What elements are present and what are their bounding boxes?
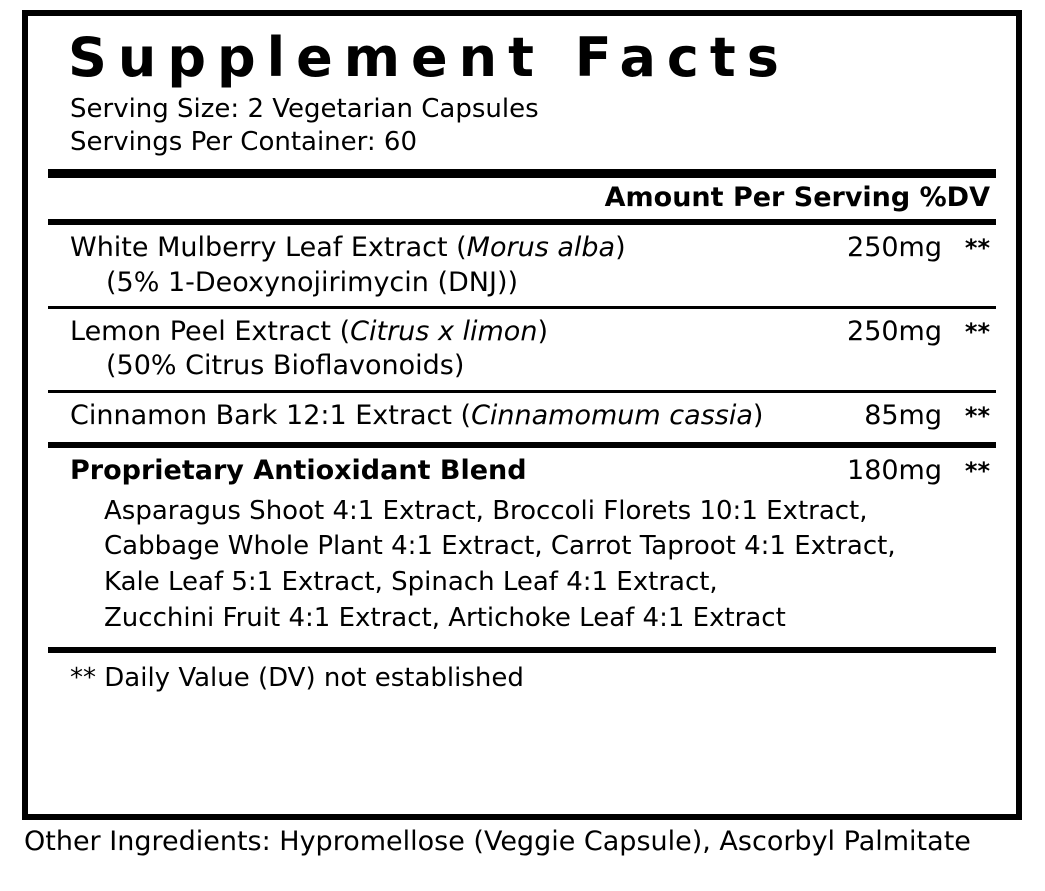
- blend-list-line: Zucchini Fruit 4:1 Extract, Artichoke Leaf 4:1 Extract: [104, 603, 786, 634]
- ingredient-row: [48, 309, 996, 350]
- ingredient-latin-name: Morus alba: [466, 232, 616, 264]
- serving-size: Serving Size: 2 Vegetarian Capsules: [70, 93, 539, 124]
- servings-per-container: Servings Per Container: 60: [70, 126, 418, 157]
- blend-dv: **: [964, 457, 990, 486]
- ingredient-subline: (5% 1-Deoxynojirimycin (DNJ)): [106, 266, 519, 298]
- ingredient-row: [48, 393, 996, 434]
- ingredient-amount: 85mg: [864, 399, 942, 431]
- blend-ingredient-list: [48, 490, 996, 648]
- ingredient-name: White Mulberry Leaf Extract (Morus alba): [70, 232, 626, 264]
- amount-per-serving-header: Amount Per Serving %DV: [604, 182, 990, 214]
- ingredient-dv: **: [964, 318, 990, 346]
- ingredient-latin-name: Citrus x limon: [350, 316, 538, 347]
- serving-info: [48, 89, 996, 160]
- divider-thick-top: [48, 169, 996, 178]
- ingredient-amount: 250mg: [847, 232, 942, 264]
- blend-list-line: Cabbage Whole Plant 4:1 Extract, Carrot Taproot 4:1 Extract,: [104, 531, 896, 562]
- ingredient-dv: **: [964, 401, 990, 430]
- daily-value-footnote: ** Daily Value (DV) not established: [70, 663, 524, 694]
- panel-title: Supplement Facts: [68, 26, 790, 89]
- ingredient-dv: **: [964, 234, 990, 263]
- other-ingredients: Other Ingredients: Hypromellose (Veggie Capsule), Ascorbyl Palmitate: [24, 826, 971, 857]
- ingredient-subline: (50% Citrus Bioflavonoids): [106, 350, 465, 382]
- blend-list-line: Asparagus Shoot 4:1 Extract, Broccoli Florets 10:1 Extract,: [104, 495, 868, 526]
- ingredient-row: [48, 225, 996, 266]
- blend-row: [48, 448, 996, 489]
- supplement-facts-panel: [22, 10, 1022, 820]
- blend-amount: 180mg: [847, 455, 942, 487]
- ingredient-name: Cinnamon Bark 12:1 Extract (Cinnamomum cassia): [70, 399, 764, 431]
- blend-name: Proprietary Antioxidant Blend: [70, 455, 527, 487]
- blend-list-line: Kale Leaf 5:1 Extract, Spinach Leaf 4:1 Extract,: [104, 567, 718, 598]
- ingredient-latin-name: Cinnamomum cassia: [471, 399, 753, 431]
- ingredient-amount: 250mg: [847, 316, 942, 347]
- ingredient-name: Lemon Peel Extract (Citrus x limon): [70, 316, 548, 347]
